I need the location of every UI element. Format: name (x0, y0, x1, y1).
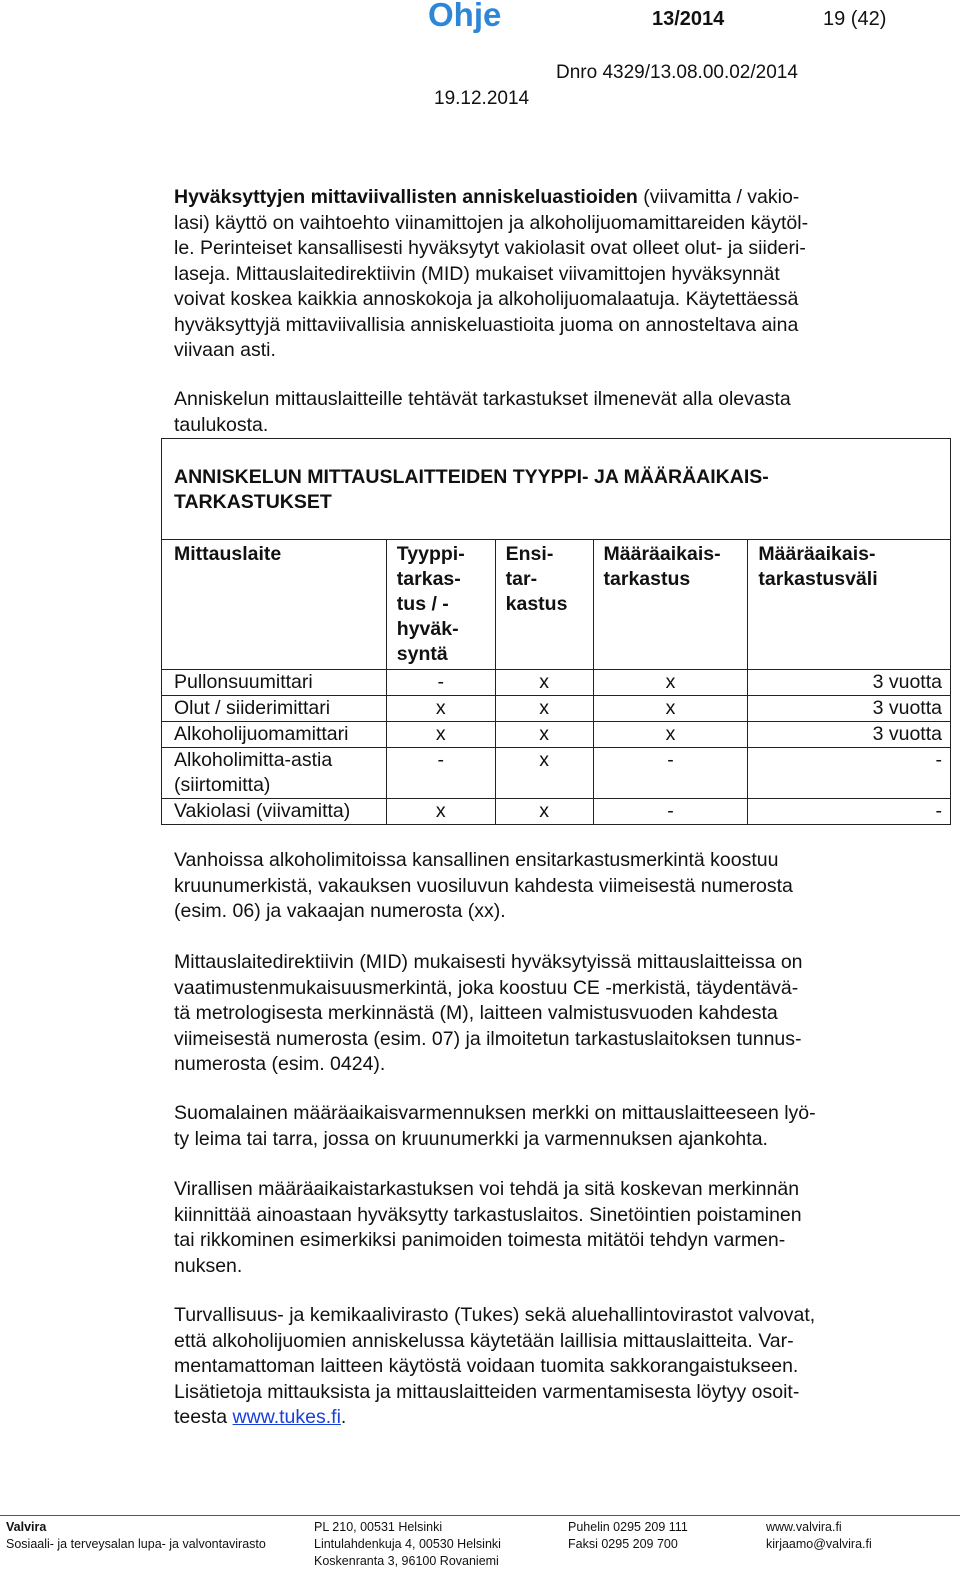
cell-first: x (495, 696, 593, 722)
cell-type: x (386, 799, 495, 825)
footer-org-desc: Sosiaali- ja terveysalan lupa- ja valvontavirasto (6, 1537, 266, 1551)
cell-interval: 3 vuotta (748, 670, 951, 696)
footer-org (6, 1519, 266, 1553)
document-date: 19.12.2014 (434, 88, 530, 109)
cell-first: x (495, 748, 593, 799)
inspection-table (161, 438, 951, 825)
cell-first: x (495, 670, 593, 696)
cell-type: x (386, 696, 495, 722)
intro-line: hyväksyttyjä mittaviivallisia anniskeluastioita juoma on annosteltava aina (174, 313, 799, 336)
column-header-device: Mittauslaite (162, 540, 387, 670)
column-header-type-approval: Tyyppi- tarkas- tus / - hyväk- syntä (386, 540, 495, 670)
intro-line: viivaan asti. (174, 339, 276, 361)
table-row (162, 670, 951, 696)
cell-interval: 3 vuotta (748, 696, 951, 722)
table-intro-line: Anniskelun mittauslaitteille tehtävät tarkastukset ilmenevät alla olevasta (174, 388, 791, 410)
footer-address: PL 210, 00531 Helsinki (314, 1520, 443, 1534)
cell-periodic: x (593, 696, 748, 722)
record-number: Dnro 4329/13.08.00.02/2014 (556, 62, 798, 83)
table-intro-line: taulukosta. (174, 413, 269, 436)
footer-phones (568, 1519, 688, 1553)
intro-line: voivat koskea kaikkia annoskokoja ja alkoholijuomalaatuja. Käytettäessä (174, 288, 799, 310)
cell-first: x (495, 722, 593, 748)
cell-interval: - (748, 748, 951, 799)
document-number: 13/2014 (652, 8, 725, 30)
paragraph-official-inspection: Virallisen määräaikaistarkastuksen voi tehdä ja sitä koskevan merkinnän kiinnittää ainoastaan hyväksytty tarkastuslaitos. Sinetöintien poistaminen tai rikkominen esimerkiksi panimoiden toimesta mitätöi tehdyn varmen- nuksen. (174, 1178, 802, 1277)
footer-contact (766, 1519, 872, 1553)
cell-first: x (495, 799, 593, 825)
column-header-periodic-inspection: Määräaikais- tarkastus (593, 540, 748, 670)
paragraph-periodic-mark: Suomalainen määräaikaisvarmennuksen merkki on mittauslaitteeseen lyö- ty leima tai tarra, jossa on kruunumerkki ja varmennuksen ajankohta. (174, 1102, 816, 1150)
paragraph-supervision: Turvallisuus- ja kemikaalivirasto (Tukes) sekä aluehallintovirastot valvovat, että alkoholijuomien anniskelussa käytetään laillisia mittauslaitteita. Var- mentamattoman laitteen käytöstä voidaan tuomita sakkorangaistukseen. Lisätietoja mittauksista ja mittauslaitteiden varmentamisesta löytyy osoit- teesta www.tukes.fi. (174, 1304, 816, 1428)
footer-org-name: Valvira (6, 1520, 47, 1534)
table-row (162, 799, 951, 825)
cell-periodic: - (593, 799, 748, 825)
footer-divider (0, 1515, 960, 1516)
footer-fax: Faksi 0295 209 700 (568, 1537, 678, 1551)
table-header-row (162, 540, 951, 670)
footer-address: Lintulahdenkuja 4, 00530 Helsinki (314, 1537, 501, 1551)
document-type: Ohje (428, 0, 502, 33)
cell-interval: 3 vuotta (748, 722, 951, 748)
column-header-interval: Määräaikais- tarkastusväli (748, 540, 951, 670)
intro-line: laseja. Mittauslaitedirektiivin (MID) mukaiset viivamittojen hyväksynnät (174, 262, 780, 285)
cell-device: Vakiolasi (viivamitta) (162, 799, 387, 825)
cell-device: Alkoholimitta-astia (siirtomitta) (162, 748, 387, 799)
table-title-line: TARKASTUKSET (174, 491, 332, 513)
paragraph-old-markings: Vanhoissa alkoholimitoissa kansallinen ensitarkastusmerkintä koostuu kruunumerkistä, vakauksen vuosiluvun kahdesta viimeisestä numerosta (esim. 06) ja vakaajan numerosta (xx). (174, 849, 793, 922)
cell-periodic: x (593, 670, 748, 696)
table-row (162, 696, 951, 722)
intro-line: (viivamitta / vakio- (637, 186, 800, 208)
footer-addresses (314, 1519, 501, 1570)
cell-device: Pullonsuumittari (162, 670, 387, 696)
paragraph-mid-markings: Mittauslaitedirektiivin (MID) mukaisesti hyväksytyissä mittauslaitteissa on vaatimustenmukaisuusmerkintä, joka koostuu CE -merkistä, täydentävä- tä metrologisesta merkinnästä (M), laitteen valmistusvuoden kahdesta viimeisestä numerosta (esim. 07) ja ilmoitetun tarkastuslaitoksen tunnus- numerosta (esim. 0424). (174, 951, 803, 1075)
table-row (162, 722, 951, 748)
cell-periodic: x (593, 722, 748, 748)
cell-device: Alkoholijuomamittari (162, 722, 387, 748)
footer-phone: Puhelin 0295 209 111 (568, 1520, 688, 1534)
column-header-first-inspection: Ensi- tar- kastus (495, 540, 593, 670)
table-title (162, 439, 951, 540)
cell-type: x (386, 722, 495, 748)
cell-type: - (386, 748, 495, 799)
intro-bold-lead: Hyväksyttyjen mittaviivallisten anniskeluastioiden (174, 186, 638, 208)
table-title-line: ANNISKELUN MITTAUSLAITTEIDEN TYYPPI- JA MÄÄRÄAIKAIS- (174, 466, 769, 488)
intro-line: lasi) käyttö on vaihtoehto viinamittojen ja alkoholijuomamittareiden käytöl- (174, 211, 809, 234)
intro-paragraph (174, 185, 904, 364)
cell-device: Olut / siiderimittari (162, 696, 387, 722)
cell-interval: - (748, 799, 951, 825)
cell-periodic: - (593, 748, 748, 799)
footer-email-link[interactable]: kirjaamo@valvira.fi (766, 1537, 872, 1551)
footer-address: Koskenranta 3, 96100 Rovaniemi (314, 1554, 499, 1568)
footer-web-link[interactable]: www.valvira.fi (766, 1520, 842, 1534)
page-number: 19 (42) (823, 8, 887, 30)
tukes-link[interactable]: www.tukes.fi (232, 1406, 341, 1428)
table-row (162, 748, 951, 799)
table-title-row (162, 439, 951, 540)
intro-line: le. Perinteiset kansallisesti hyväksytyt vakiolasit ovat olleet olut- ja siideri- (174, 237, 806, 259)
cell-type: - (386, 670, 495, 696)
table-intro-paragraph (174, 387, 904, 438)
